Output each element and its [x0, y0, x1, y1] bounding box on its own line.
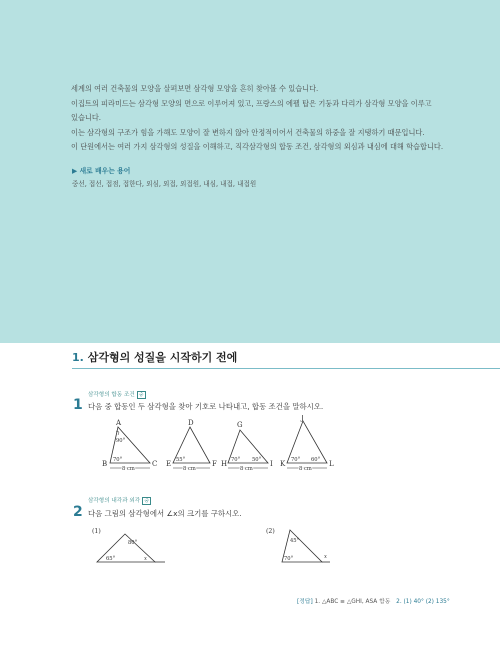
intro-line: 이 단원에서는 여러 가지 삼각형의 성질을 이해하고, 직각삼각형의 합동 조건, 삼각형의 외심과 내심에 대해 학습합니다.: [71, 142, 444, 152]
q2-number: 2: [73, 504, 83, 520]
new-terms-heading: ▶ 새로 배우는 용어: [72, 167, 131, 175]
vertex-label: G: [237, 421, 243, 429]
intro-line: 이는 삼각형의 구조가 힘을 가해도 모양이 잘 변하지 않아 안정적이어서 건축물의 하중을 잘 지탱하기 때문입니다.: [71, 127, 425, 137]
q1-topic-text: 삼각형의 합동 조건: [88, 392, 135, 398]
vertex-label: B: [102, 460, 108, 468]
q1-number: 1: [73, 397, 83, 413]
angle-label: 70°: [231, 457, 241, 463]
q2-topic-tag: [88, 496, 151, 505]
angle-label: 45°: [290, 538, 300, 544]
intro-line: 있습니다.: [71, 113, 102, 123]
length-label: 8 cm: [122, 466, 135, 472]
section-title: [72, 349, 237, 365]
section-number: 1.: [72, 351, 84, 364]
angle-label: 50°: [252, 457, 262, 463]
vertex-label: L: [329, 460, 334, 468]
angle-label: 55°: [176, 457, 186, 463]
vertex-label: C: [152, 460, 158, 468]
section-divider: [72, 368, 500, 369]
figure-label: (2): [266, 528, 275, 535]
angle-label: 70°: [291, 457, 301, 463]
figure-label: (1): [92, 528, 101, 535]
q1-grade-box: 중: [138, 392, 144, 398]
angle-label: 65°: [106, 556, 116, 562]
intro-line: 세계의 여러 건축물의 모양을 살펴보면 삼각형 모양을 흔히 찾아볼 수 있습니다.: [71, 84, 319, 93]
q2-text: 다음 그림의 삼각형에서 ∠x의 크기를 구하시오.: [88, 509, 242, 518]
vertex-label: H: [221, 460, 228, 468]
q2-topic-text: 삼각형의 내각과 외각: [88, 498, 141, 504]
answer-key: [297, 596, 450, 605]
q1-topic-tag: [88, 390, 146, 399]
answer-label: [정답]: [297, 599, 313, 605]
answer-q2: 2. (1) 40° (2) 135°: [396, 599, 450, 605]
angle-label: 60°: [311, 457, 321, 463]
length-label: 8 cm: [299, 466, 312, 472]
vertex-label: J: [301, 415, 304, 422]
angle-variable: x: [144, 556, 147, 562]
angle-label: 70°: [284, 556, 294, 562]
length-label: 8 cm: [240, 466, 253, 472]
angle-label: 80°: [128, 540, 138, 546]
intro-line: 이집트의 피라미드는 삼각형 모양의 면으로 이루어져 있고, 프랑스의 에펠 탑은 기둥과 다리가 삼각형 모양을 이루고: [71, 98, 432, 108]
q1-figures: [0, 415, 500, 475]
answer-q1: 1. △ABC ≡ △GHI, ASA 합동: [314, 599, 391, 605]
vertex-label: F: [212, 460, 217, 468]
section-title-text: 삼각형의 성질을 시작하기 전에: [87, 351, 238, 364]
vertex-label: E: [166, 460, 172, 468]
angle-label: 70°: [113, 457, 123, 463]
vertex-label: I: [270, 460, 273, 468]
new-terms-list: 중선, 접선, 접점, 접한다, 외심, 외접, 외접원, 내심, 내접, 내접원: [72, 180, 257, 188]
vertex-label: K: [280, 460, 286, 468]
q1-text: 다음 중 합동인 두 삼각형을 찾아 기호로 나타내고, 합동 조건을 말하시오.: [88, 402, 324, 411]
intro-text: [71, 82, 471, 155]
vertex-label: A: [116, 419, 122, 427]
q2-grade-box: 중: [144, 498, 150, 504]
angle-label: 90°: [116, 438, 126, 444]
q2-figures: [0, 522, 500, 572]
vertex-label: D: [188, 419, 194, 427]
angle-variable: x: [324, 554, 327, 560]
length-label: 8 cm: [183, 466, 196, 472]
